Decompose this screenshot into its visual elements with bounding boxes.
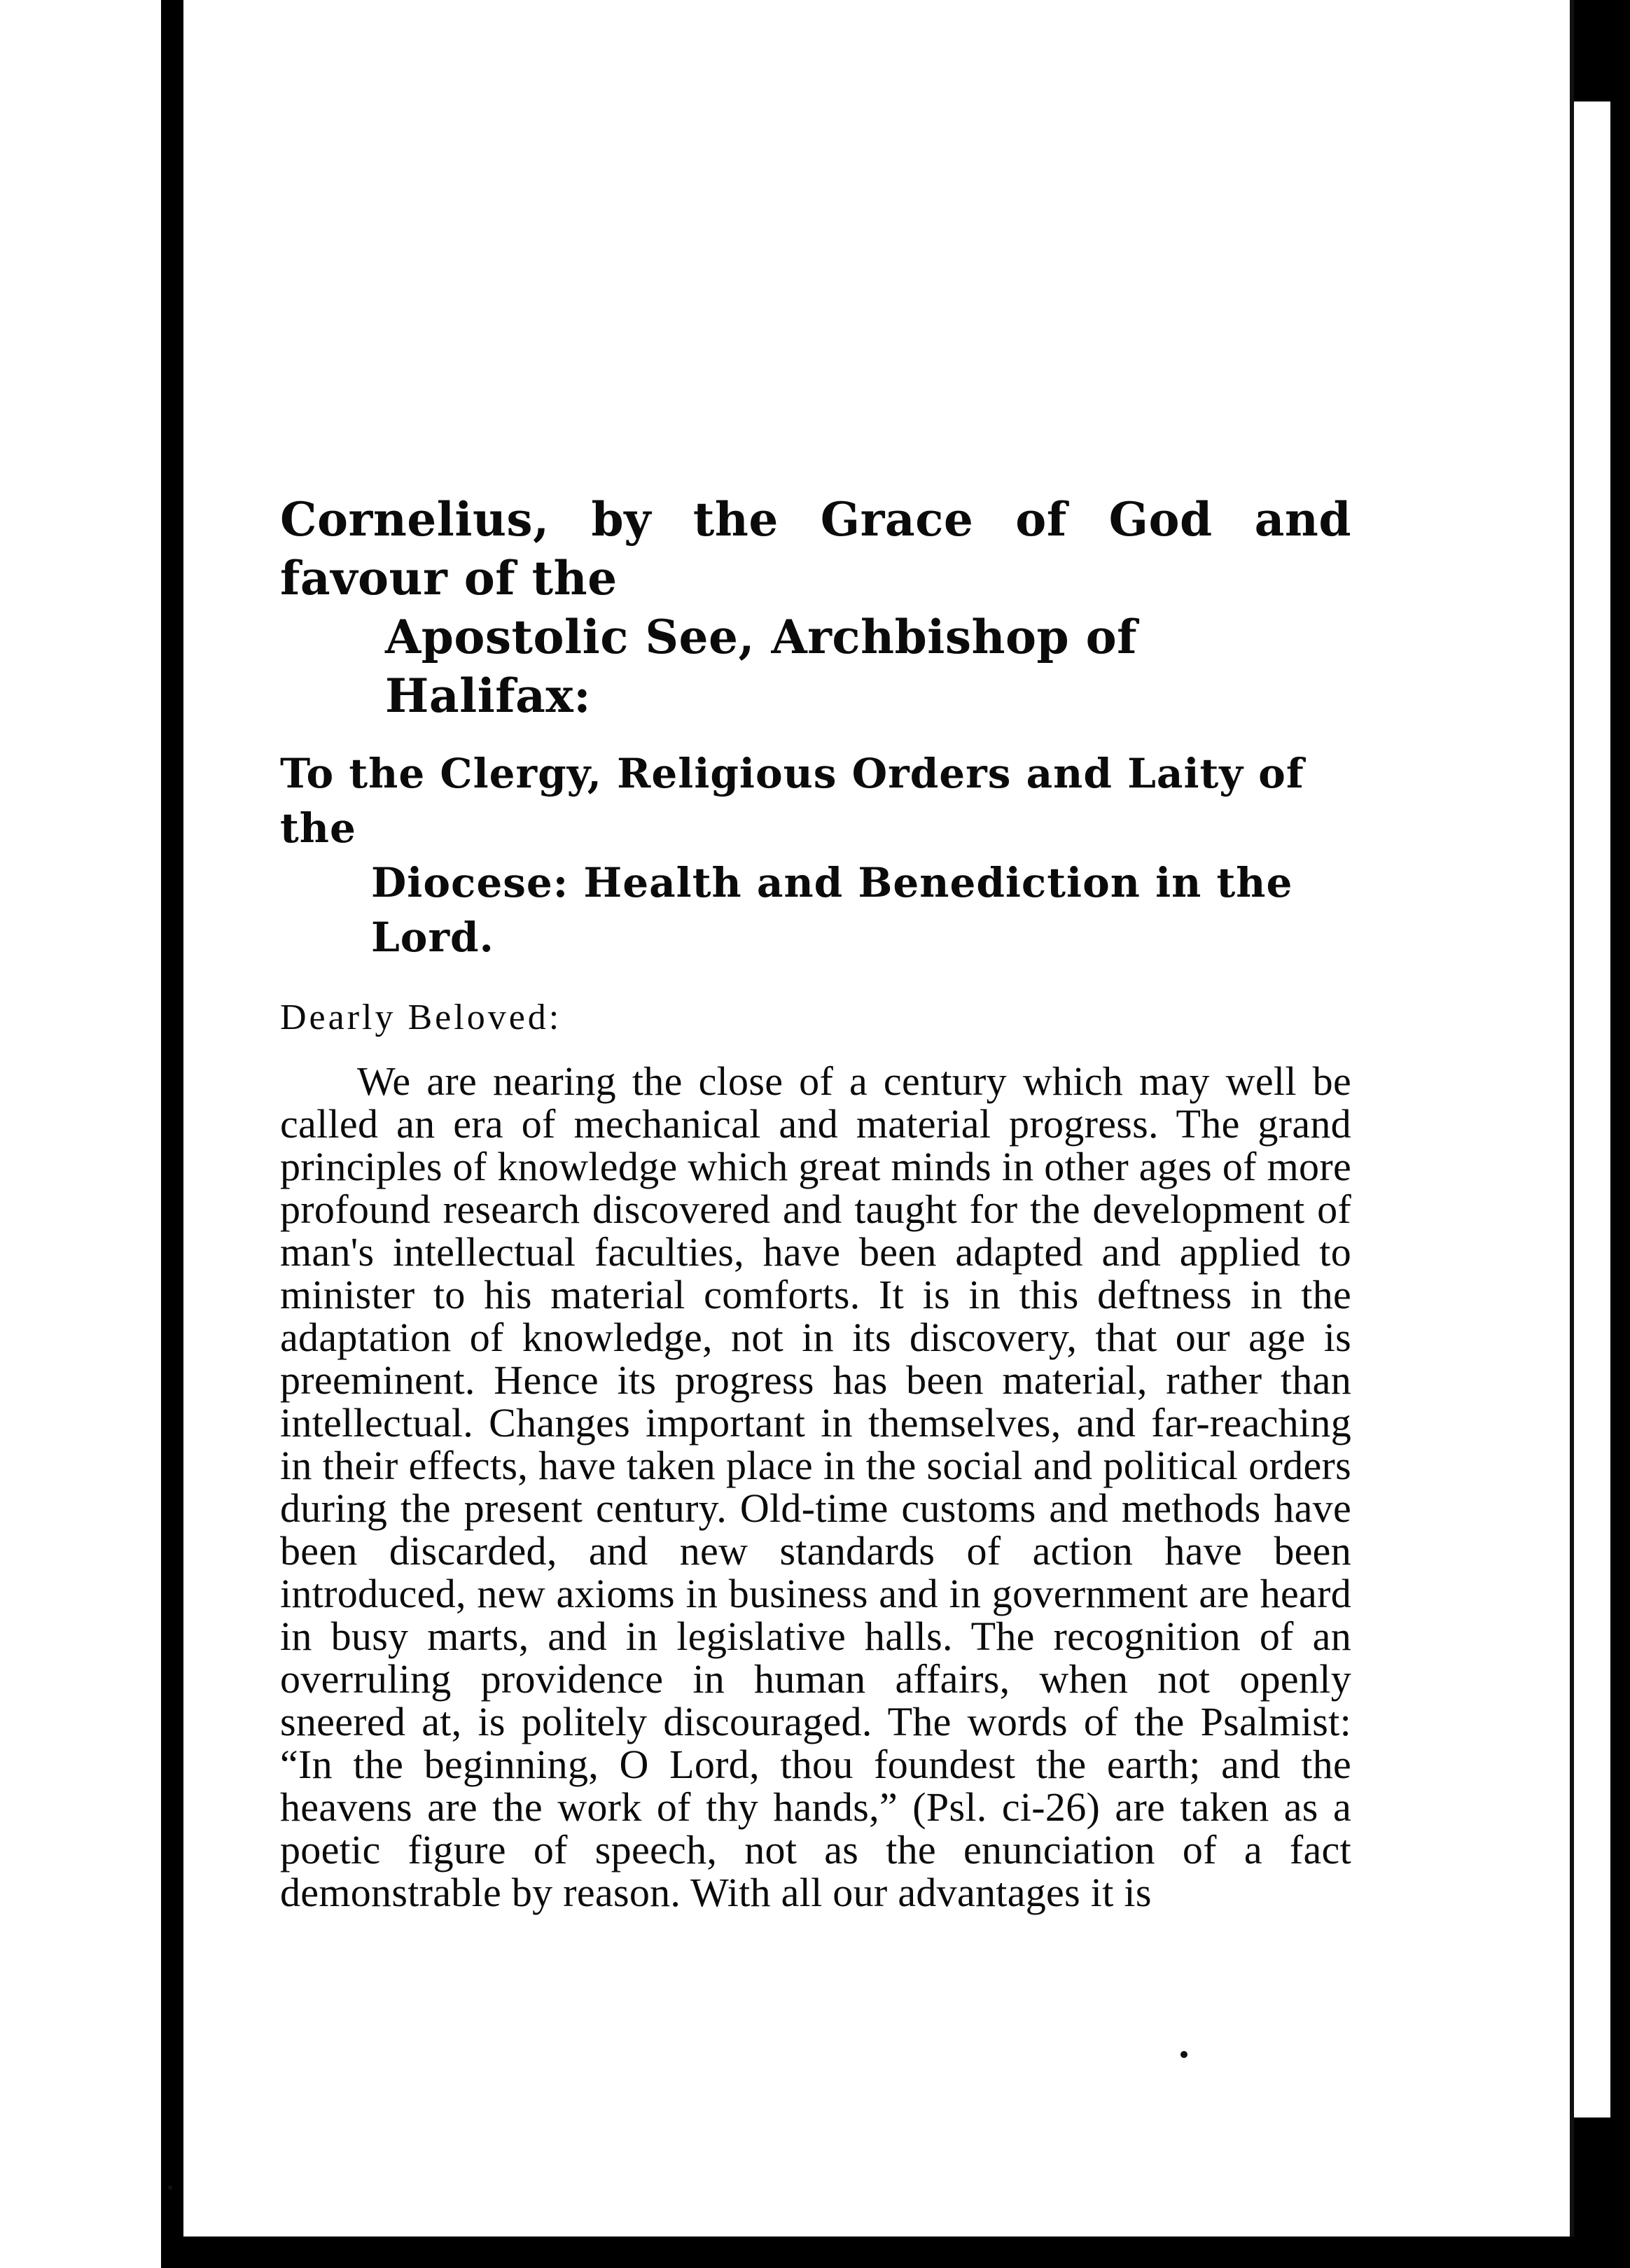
letter-content xyxy=(280,490,1351,1914)
print-speck xyxy=(168,2185,172,2190)
title-line-1: Cornelius, by the Grace of God and favour of the xyxy=(280,492,1351,606)
facing-page-edge xyxy=(0,0,161,2268)
address-heading xyxy=(280,746,1351,965)
salutation: Dearly Beloved: xyxy=(280,997,562,1037)
address-line-1: To the Clergy, Religious Orders and Laity of the xyxy=(280,750,1304,852)
body-paragraph: We are nearing the close of a century which may well be called an era of mechanical and material progress. The grand principles of knowledge which great minds in other ages of more profound research discovered and taught for the development of man's intellectual faculties, have been adapted and applied to minister to his material comforts. It is in this deftness in the adaptation of knowledge, not in its discovery, that our age is preeminent. Hence its progress has been material, rather than intellectual. Changes important in themselves, and far-reaching in their effects, have taken place in the social and political orders during the present century. Old-time customs and methods have been discarded, and new standards of action have been introduced, new axioms in business and in government are heard in busy marts, and in legislative halls. The recognition of an overruling providence in human affairs, when not openly sneered at, is politely discouraged. The words of the Psalmist: “In the beginning, O Lord, thou foundest the earth; and the heavens are the work of thy hands,” (Psl. ci-26) are taken as a poetic figure of speech, not as the enunciation of a fact demonstrable by reason. With all our advantages it is xyxy=(280,1058,1351,1915)
title-heading xyxy=(280,490,1351,725)
address-line-2: Diocese: Health and Benediction in the Lord. xyxy=(371,859,1293,961)
title-line-2: Apostolic See, Archbishop of Halifax: xyxy=(385,610,1138,723)
print-speck xyxy=(1180,2051,1187,2058)
